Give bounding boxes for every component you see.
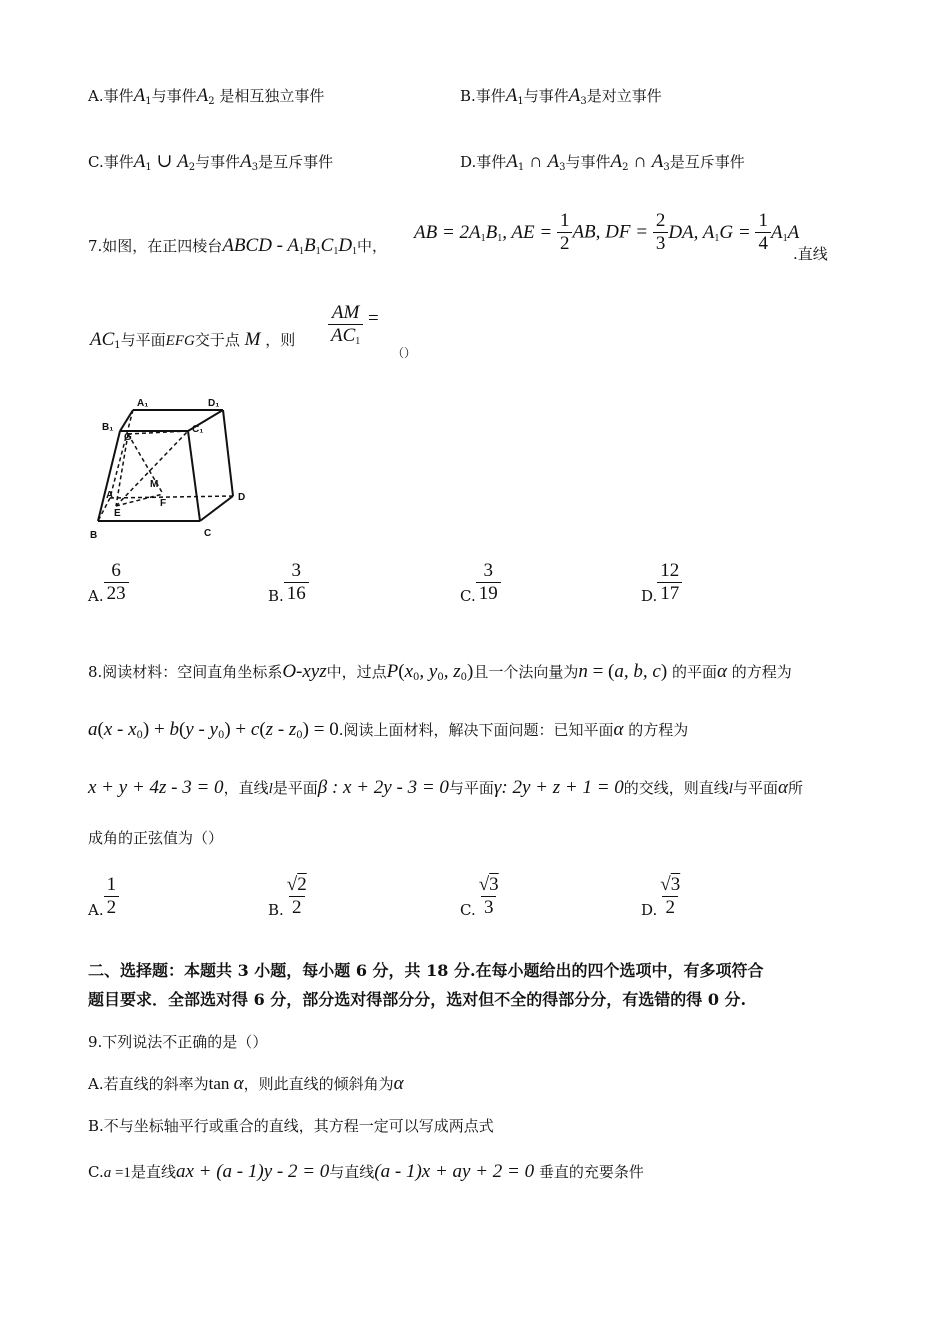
label-D1: D₁ [208, 398, 220, 409]
q6-option-b: B.事件$A_1$与事件$A_3$是对立事件 [460, 85, 662, 107]
q7-conditions: AB = $2A_1B_1$, AE = $\frac{1}{2}$ AB, DF = $\frac{2}{3}$ DA, $A_1G$ = $\frac{1}{4}$ $A_1A$ [414, 210, 800, 254]
q8-stem-line3: x + y + 4z - 3 = 0，直线l是平面β : x + 2y - 3 = 0与平面γ: 2y + z + 1 = 0的交线，则直线l与平面α所 [88, 777, 803, 798]
q8-option-c: C. $\frac{√3}{3}$ [460, 874, 499, 919]
q8-stem-line1: 8.阅读材料：空间直角坐标系O-xyz中，过点$P(x_0$, $y_0$, $z_0$)且一个法向量为n = (a, b, c) 的平面α 的方程为 [88, 661, 792, 683]
label-C: C [204, 528, 212, 539]
q7-option-d: D. $\frac{12}{17}$ [641, 560, 682, 606]
label-A: A [106, 490, 114, 501]
frustum-name: ABCD - $A_1B_1C_1D_1$ [222, 235, 358, 257]
q8-stem-line4: 成角的正弦值为（） [88, 829, 224, 847]
label-F: F [160, 498, 167, 509]
frustum-figure [88, 388, 258, 548]
q8-stem-line2: $a(x - x_0) + b(y - y_0) + c(z - z_0) = 0$.阅读上面材料，解决下面问题：已知平面α 的方程为 [88, 719, 689, 741]
q6-option-d: D.事件$A_1$ ∩ $A_3$与事件$A_2$ ∩ $A_3$是互斥事件 [460, 151, 745, 173]
label-G: G [124, 432, 132, 443]
q8-option-a: A. $\frac{1}{2}$ [88, 874, 119, 920]
q7-option-b: B. $\frac{3}{16}$ [268, 560, 309, 606]
q7-stem-line1: 7.如图，在正四棱台ABCD - $A_1B_1C_1D_1$中， [88, 235, 388, 257]
q9-stem: 9.下列说法不正确的是（） [88, 1033, 268, 1051]
label-E: E [114, 508, 121, 519]
label-M: M [150, 479, 159, 490]
q8-option-d: D. $\frac{√3}{2}$ [641, 874, 681, 919]
label-C1: C₁ [192, 424, 204, 435]
label-D: D [238, 492, 246, 503]
q7-ratio: $\frac{AM}{AC_1}$ = [328, 302, 379, 353]
q7-stem-line2: $AC_1$与平面EFG交于点 M ，则 [90, 329, 296, 351]
q7-tail: .直线 [793, 245, 828, 263]
section2-heading-line1: 二、选择题：本题共 3 小题，每小题 6 分，共 18 分.在每小题给出的四个选项中，有多项符合 [88, 961, 764, 980]
section2-heading-line2: 题目要求．全部选对得 6 分，部分选对得部分分，选对但不全的得部分分，有选错的得 0 分. [88, 990, 747, 1009]
q7-option-a: A. $\frac{6}{23}$ [88, 560, 129, 606]
q7-paren: （） [392, 346, 417, 360]
q8-option-b: B. $\frac{√2}{2}$ [268, 874, 307, 919]
q9-option-b: B.不与坐标轴平行或重合的直线，其方程一定可以写成两点式 [88, 1117, 494, 1135]
q6-option-c: C.事件$A_1$ ∪ $A_2$与事件$A_3$是互斥事件 [88, 151, 334, 173]
q6-option-a: A.事件$A_1$与事件$A_2$ 是相互独立事件 [88, 85, 325, 107]
label-B1: B₁ [102, 422, 114, 433]
q9-option-a: A.若直线的斜率为tan α，则此直线的倾斜角为α [88, 1073, 404, 1094]
label-B: B [90, 530, 98, 541]
q9-option-c: C.a =1是直线ax + (a - 1)y - 2 = 0与直线(a - 1)x + ay + 2 = 0 垂直的充要条件 [88, 1161, 644, 1182]
label-A1: A₁ [137, 398, 149, 409]
q7-option-c: C. $\frac{3}{19}$ [460, 560, 501, 606]
